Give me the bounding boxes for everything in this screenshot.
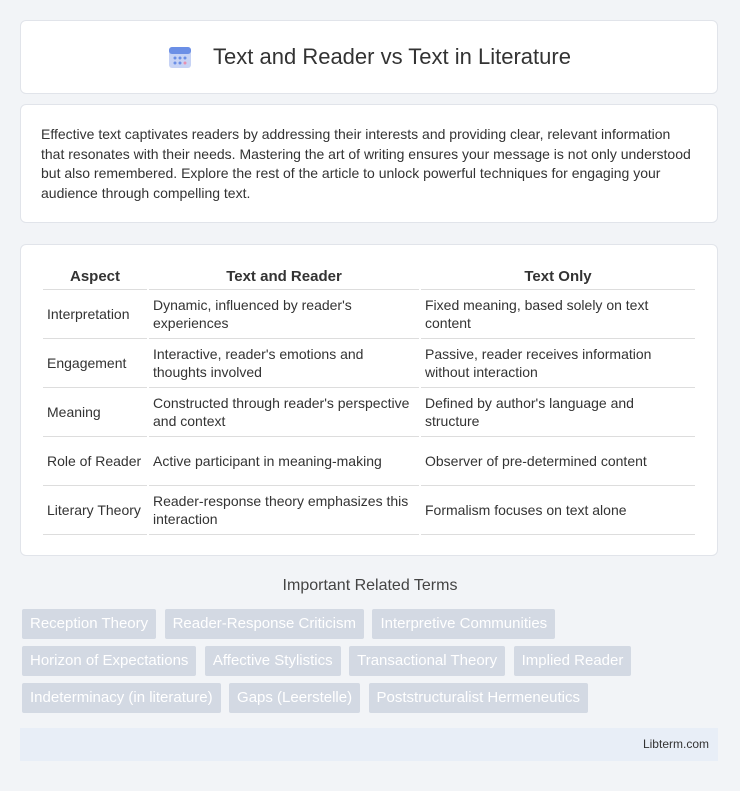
related-terms-list	[22, 609, 722, 720]
table-cell: Engagement	[43, 339, 147, 388]
header-card	[20, 20, 718, 94]
table-cell: Passive, reader receives information without interaction	[421, 339, 695, 388]
tag-indeterminacy[interactable]: Indeterminacy (in literature)	[22, 683, 221, 713]
table-cell: Formalism focuses on text alone	[421, 486, 695, 535]
table-row	[43, 486, 695, 535]
comparison-table	[41, 263, 697, 535]
table-row	[43, 290, 695, 339]
column-header: Aspect	[43, 263, 147, 290]
tag-reader-response-criticism[interactable]: Reader-Response Criticism	[165, 609, 364, 639]
table-cell: Defined by author's language and structure	[421, 388, 695, 437]
table-header-row	[43, 263, 695, 290]
calendar-icon	[167, 44, 193, 70]
footer-brand-link[interactable]: Libterm.com	[642, 737, 709, 751]
tag-affective-stylistics[interactable]: Affective Stylistics	[205, 646, 341, 676]
tag-reception-theory[interactable]: Reception Theory	[22, 609, 156, 639]
table-cell: Fixed meaning, based solely on text content	[421, 290, 695, 339]
table-cell: Interpretation	[43, 290, 147, 339]
intro-text: Effective text captivates readers by addressing their interests and providing clear, relevant information that resonates with their needs. Mastering the art of writing ensures your message is not only understood but also remembered. Explore the rest of the article to unlock powerful techniques for engaging your audience through compelling text.	[41, 126, 691, 201]
column-header: Text and Reader	[149, 263, 419, 290]
tag-implied-reader[interactable]: Implied Reader	[514, 646, 632, 676]
tag-gaps-leerstelle[interactable]: Gaps (Leerstelle)	[229, 683, 360, 713]
table-cell: Role of Reader	[43, 437, 147, 486]
table-row	[43, 437, 695, 486]
table-cell: Observer of pre-determined content	[421, 437, 695, 486]
tag-poststructuralist-hermeneutics[interactable]: Poststructuralist Hermeneutics	[369, 683, 588, 713]
table-row	[43, 388, 695, 437]
table-cell: Constructed through reader's perspective and context	[149, 388, 419, 437]
column-header: Text Only	[421, 263, 695, 290]
tag-horizon-of-expectations[interactable]: Horizon of Expectations	[22, 646, 196, 676]
intro-card	[20, 104, 718, 223]
page-title: Text and Reader vs Text in Literature	[213, 44, 571, 69]
comparison-card	[20, 244, 718, 556]
table-cell: Interactive, reader's emotions and thoughts involved	[149, 339, 419, 388]
table-cell: Literary Theory	[43, 486, 147, 535]
table-cell: Active participant in meaning-making	[149, 437, 419, 486]
table-cell: Reader-response theory emphasizes this interaction	[149, 486, 419, 535]
tag-interpretive-communities[interactable]: Interpretive Communities	[372, 609, 555, 639]
related-terms-title: Important Related Terms	[282, 577, 458, 594]
table-row	[43, 339, 695, 388]
table-cell: Meaning	[43, 388, 147, 437]
tag-transactional-theory[interactable]: Transactional Theory	[349, 646, 505, 676]
table-cell: Dynamic, influenced by reader's experiences	[149, 290, 419, 339]
footer	[20, 728, 718, 761]
